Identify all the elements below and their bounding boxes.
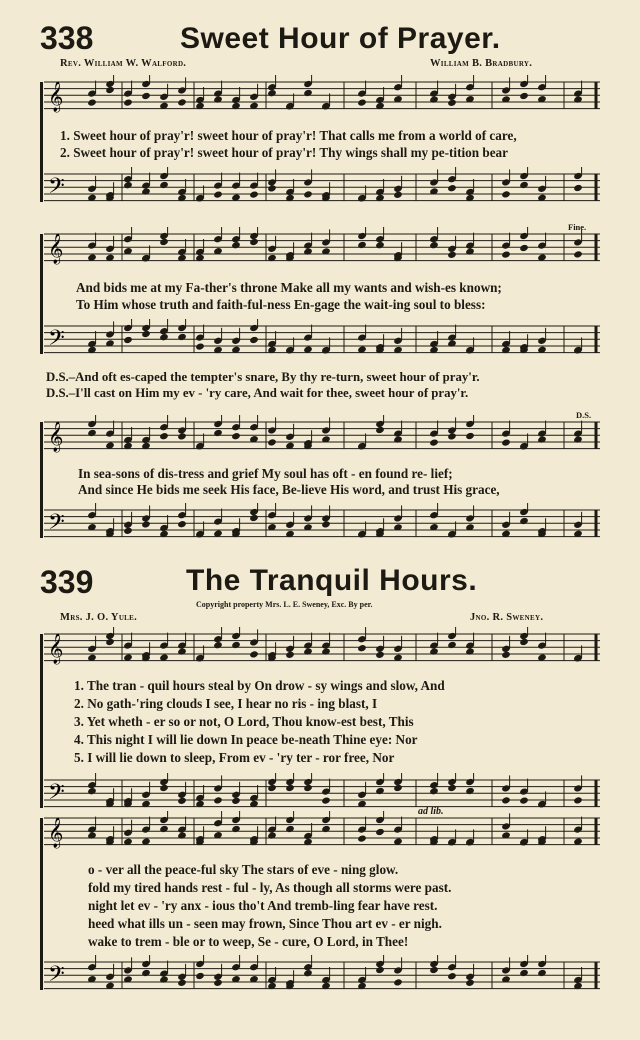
words-credit: Rev. William W. Walford. bbox=[60, 58, 187, 69]
note-head bbox=[159, 181, 169, 189]
note-head bbox=[159, 975, 169, 983]
note-head bbox=[123, 181, 133, 189]
note-head bbox=[285, 784, 295, 792]
note-head bbox=[249, 650, 259, 658]
note-head bbox=[231, 797, 241, 805]
note-head bbox=[249, 190, 259, 198]
note-head bbox=[393, 978, 403, 986]
lyric-line: And since He bids me seek His face, Be-lieve His word, and trust His grace, bbox=[78, 482, 500, 497]
system-brace bbox=[40, 82, 43, 202]
words-credit: Mrs. J. O. Yule. bbox=[60, 612, 138, 623]
note-head bbox=[321, 520, 331, 528]
note-head bbox=[447, 251, 457, 259]
note-head bbox=[303, 784, 313, 792]
note-head bbox=[141, 520, 151, 528]
note-head bbox=[141, 969, 151, 977]
lyric-line-ds: D.S.–And oft es-caped the tempter's snare, By thy re-turn, sweet hour of pray'r. bbox=[46, 370, 480, 384]
note-head bbox=[573, 250, 583, 258]
lyric-line: wake to trem - ble or to weep, Se - cure, O Lord, in Thee! bbox=[88, 934, 409, 949]
ds-mark: D.S. bbox=[576, 410, 592, 420]
note-head bbox=[303, 247, 313, 255]
music-staff-treble bbox=[44, 818, 600, 846]
lyric-line-ds: D.S.–I'll cast on Him my ev - 'ry care, And wait for thee, sweet hour of pray'r. bbox=[46, 386, 469, 400]
staff-drawing bbox=[44, 773, 600, 815]
music-staff-bass bbox=[44, 962, 600, 990]
note-head bbox=[123, 336, 133, 344]
note-head bbox=[267, 438, 277, 446]
note-head bbox=[537, 435, 547, 443]
bass-clef-icon: 𝄢 bbox=[48, 780, 65, 810]
lyric-line: 2. Sweet hour of pray'r! sweet hour of pray'r! Thy wings shall my pe-tition bear bbox=[60, 145, 509, 160]
staff-drawing bbox=[44, 627, 600, 669]
note-head bbox=[573, 435, 583, 443]
treble-clef-icon: 𝄞 bbox=[48, 82, 64, 112]
lyric-line: 5. I will lie down to sleep, From ev - 'ry ter - ror free, Nor bbox=[74, 750, 395, 765]
note-head bbox=[267, 784, 277, 792]
staff-drawing bbox=[44, 319, 600, 361]
note-head bbox=[537, 969, 547, 977]
note-head bbox=[159, 333, 169, 341]
note-head bbox=[123, 98, 133, 106]
note-head bbox=[375, 787, 385, 795]
note-head bbox=[465, 787, 475, 795]
note-head bbox=[141, 92, 151, 100]
note-head bbox=[249, 238, 259, 246]
note-head bbox=[177, 831, 187, 839]
music-credit: Jno. R. Sweney. bbox=[470, 612, 544, 623]
hymn-number: 338 bbox=[40, 20, 94, 56]
note-head bbox=[213, 429, 223, 437]
staff-drawing bbox=[44, 227, 600, 269]
note-head bbox=[141, 330, 151, 338]
music-staff-bass bbox=[44, 780, 600, 808]
copyright-notice: Copyright property Mrs. L. E. Sweney, Exc. By per. bbox=[196, 600, 373, 609]
note-head bbox=[195, 342, 205, 350]
bass-clef-icon: 𝄢 bbox=[48, 326, 65, 356]
note-head bbox=[519, 517, 529, 525]
note-head bbox=[357, 98, 367, 106]
note-head bbox=[195, 972, 205, 980]
lyric-line: o - ver all the peace-ful sky The stars of eve - ning glow. bbox=[88, 862, 399, 877]
note-head bbox=[429, 438, 439, 446]
note-head bbox=[375, 651, 385, 659]
lyric-line: To Him whose truth and faith-ful-ness En-gage the wait-ing soul to bless: bbox=[76, 297, 486, 312]
note-head bbox=[519, 796, 529, 804]
note-head bbox=[213, 95, 223, 103]
ad-lib-mark: ad lib. bbox=[418, 806, 444, 817]
note-head bbox=[375, 426, 385, 434]
note-head bbox=[519, 92, 529, 100]
note-head bbox=[321, 647, 331, 655]
note-head bbox=[303, 190, 313, 198]
bass-clef-icon: 𝄢 bbox=[48, 962, 65, 992]
treble-clef-icon: 𝄞 bbox=[48, 634, 64, 664]
staff-drawing bbox=[44, 811, 600, 853]
note-head bbox=[465, 979, 475, 987]
note-head bbox=[177, 432, 187, 440]
note-head bbox=[465, 432, 475, 440]
note-head bbox=[303, 89, 313, 97]
note-head bbox=[573, 184, 583, 192]
note-head bbox=[87, 429, 97, 437]
note-head bbox=[465, 647, 475, 655]
system-brace bbox=[40, 634, 43, 808]
lyric-line: 1. Sweet hour of pray'r! sweet hour of pray'r! That calls me from a world of care, bbox=[60, 128, 517, 143]
fine-mark: Fine. bbox=[568, 222, 587, 232]
note-head bbox=[231, 825, 241, 833]
note-head bbox=[321, 825, 331, 833]
treble-clef-icon: 𝄞 bbox=[48, 422, 64, 452]
note-head bbox=[393, 784, 403, 792]
system-brace bbox=[40, 234, 43, 354]
staff-drawing bbox=[44, 75, 600, 117]
note-head bbox=[159, 784, 169, 792]
note-head bbox=[177, 979, 187, 987]
hymn-title: The Tranquil Hours. bbox=[186, 564, 478, 597]
staff-drawing bbox=[44, 415, 600, 457]
staff-drawing bbox=[44, 503, 600, 545]
note-head bbox=[447, 641, 457, 649]
staff-drawing bbox=[44, 167, 600, 209]
bass-clef-icon: 𝄢 bbox=[48, 174, 65, 204]
system-brace bbox=[40, 818, 43, 990]
music-credit: William B. Bradbury. bbox=[430, 58, 533, 69]
note-head bbox=[501, 651, 511, 659]
note-head bbox=[447, 972, 457, 980]
note-head bbox=[87, 787, 97, 795]
note-head bbox=[267, 89, 277, 97]
lyric-line: 3. Yet wheth - er so or not, O Lord, Thou know-est best, This bbox=[74, 714, 414, 729]
note-head bbox=[177, 520, 187, 528]
note-head bbox=[267, 831, 277, 839]
music-staff-treble bbox=[44, 82, 600, 110]
treble-clef-icon: 𝄞 bbox=[48, 818, 64, 848]
note-head bbox=[429, 787, 439, 795]
note-head bbox=[429, 966, 439, 974]
note-head bbox=[321, 796, 331, 804]
note-head bbox=[447, 784, 457, 792]
system-brace bbox=[40, 422, 43, 538]
note-head bbox=[123, 527, 133, 535]
note-head bbox=[231, 432, 241, 440]
lyric-line: In sea-sons of dis-tress and grief My soul has oft - en found re- lief; bbox=[78, 466, 453, 481]
lyric-line: 4. This night I will lie down In peace be-neath Thine eye: Nor bbox=[74, 732, 418, 747]
note-head bbox=[447, 99, 457, 107]
note-head bbox=[231, 641, 241, 649]
note-head bbox=[357, 644, 367, 652]
lyric-line: fold my tired hands rest - ful - ly, As though all storms were past. bbox=[88, 880, 452, 895]
note-head bbox=[303, 969, 313, 977]
note-head bbox=[213, 190, 223, 198]
note-head bbox=[429, 95, 439, 103]
treble-clef-icon: 𝄞 bbox=[48, 234, 64, 264]
staff-drawing bbox=[44, 955, 600, 997]
lyric-line: And bids me at my Fa-ther's throne Make all my wants and wish-es known; bbox=[76, 280, 502, 295]
note-head bbox=[393, 435, 403, 443]
note-head bbox=[375, 966, 385, 974]
note-head bbox=[105, 638, 115, 646]
note-head bbox=[573, 95, 583, 103]
note-head bbox=[159, 238, 169, 246]
note-head bbox=[141, 187, 151, 195]
note-head bbox=[573, 796, 583, 804]
note-head bbox=[519, 638, 529, 646]
note-head bbox=[177, 797, 187, 805]
note-head bbox=[267, 184, 277, 192]
note-head bbox=[357, 241, 367, 249]
note-head bbox=[177, 333, 187, 341]
note-head bbox=[213, 641, 223, 649]
note-head bbox=[375, 241, 385, 249]
note-head bbox=[519, 969, 529, 977]
note-head bbox=[249, 514, 259, 522]
note-head bbox=[447, 432, 457, 440]
music-staff-bass bbox=[44, 326, 600, 354]
note-head bbox=[375, 828, 385, 836]
note-head bbox=[87, 831, 97, 839]
hymn-title: Sweet Hour of Prayer. bbox=[180, 22, 501, 55]
music-staff-treble bbox=[44, 634, 600, 662]
bass-clef-icon: 𝄢 bbox=[48, 510, 65, 540]
note-head bbox=[231, 241, 241, 249]
note-head bbox=[429, 647, 439, 655]
note-head bbox=[177, 647, 187, 655]
note-head bbox=[465, 247, 475, 255]
note-head bbox=[393, 191, 403, 199]
note-head bbox=[285, 825, 295, 833]
note-head bbox=[501, 190, 511, 198]
note-head bbox=[429, 241, 439, 249]
note-head bbox=[159, 825, 169, 833]
lyric-line: 1. The tran - quil hours steal by On drow - sy wings and slow, And bbox=[74, 678, 445, 693]
note-head bbox=[519, 244, 529, 252]
note-head bbox=[447, 184, 457, 192]
note-head bbox=[159, 432, 169, 440]
note-head bbox=[501, 438, 511, 446]
music-staff-bass bbox=[44, 174, 600, 202]
note-head bbox=[285, 651, 295, 659]
note-head bbox=[501, 250, 511, 258]
note-head bbox=[213, 979, 223, 987]
note-head bbox=[177, 98, 187, 106]
note-head bbox=[213, 796, 223, 804]
note-head bbox=[501, 796, 511, 804]
note-head bbox=[357, 834, 367, 842]
note-head bbox=[519, 181, 529, 189]
music-staff-treble bbox=[44, 422, 600, 450]
note-head bbox=[105, 86, 115, 94]
note-head bbox=[447, 339, 457, 347]
lyric-line: 2. No gath-'ring clouds I see, I hear no ris - ing blast, I bbox=[74, 696, 378, 711]
music-staff-bass bbox=[44, 510, 600, 538]
note-head bbox=[249, 336, 259, 344]
lyric-line: night let ev - 'ry anx - ious tho't And tremb-ling fear have rest. bbox=[88, 898, 438, 913]
music-staff-treble bbox=[44, 234, 600, 262]
hymn-number: 339 bbox=[40, 564, 94, 600]
lyric-line: heed what ills un - seen may frown, Since Thou art ev - er nigh. bbox=[88, 916, 442, 931]
note-head bbox=[87, 98, 97, 106]
note-head bbox=[303, 647, 313, 655]
